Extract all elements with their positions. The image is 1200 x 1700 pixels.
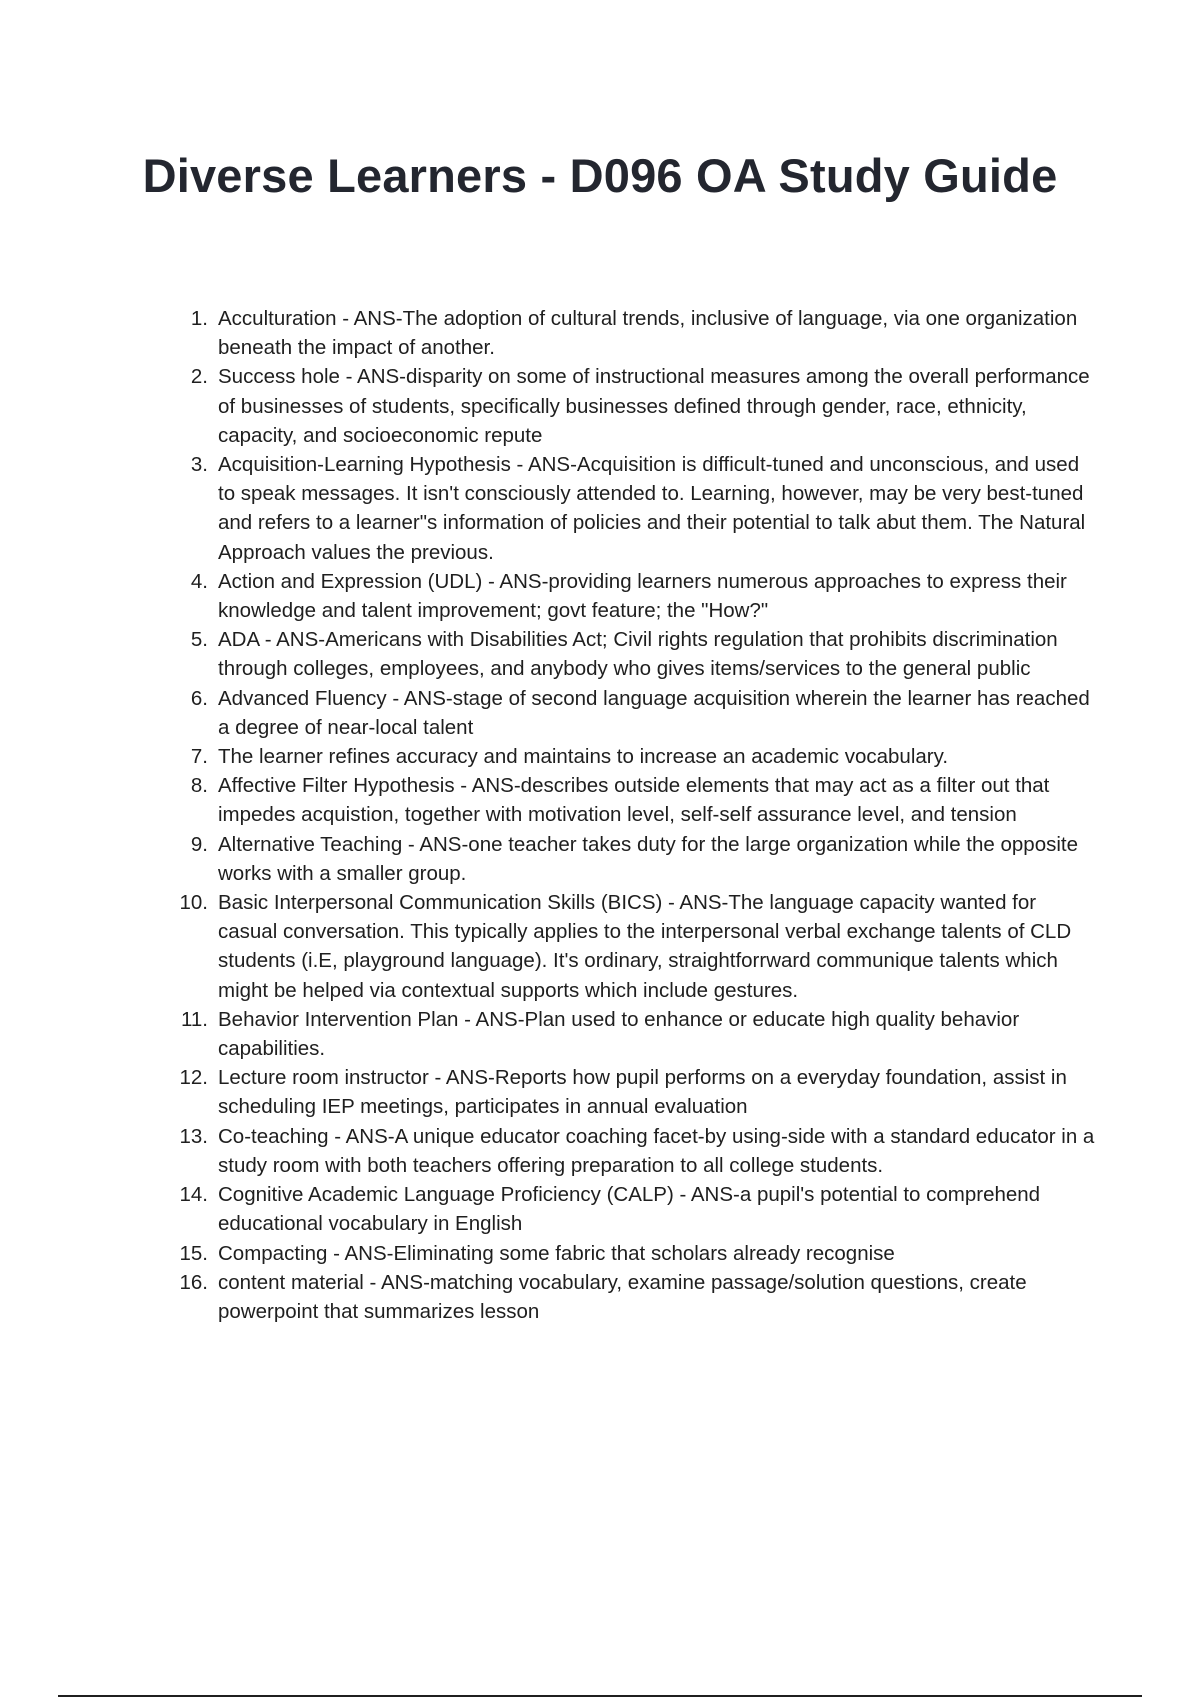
list-item-number: 12.: [179, 1066, 208, 1090]
list-item-text: Basic Interpersonal Communication Skills (BICS) - ANS-The language capacity wanted for casual conversation. This typically applies to the interpersonal verbal exchange talents of CLD students (i.E, playground language). It's ordinary, straightforrward communique talents which might be helped via contextual supports which include gestures.: [218, 891, 1072, 1002]
list-item: [178, 362, 1098, 450]
list-item-number: 2.: [190, 365, 208, 389]
list-item-number: 5.: [190, 628, 208, 652]
list-item-number: 15.: [179, 1241, 208, 1265]
list-item-number: 3.: [190, 453, 208, 477]
list-item: [178, 450, 1098, 567]
list-item: [178, 1180, 1098, 1238]
list-item-number: 1.: [190, 307, 208, 330]
study-guide-list: [178, 304, 1098, 1326]
list-item: [178, 304, 1098, 362]
list-item-text: Co-teaching - ANS-A unique educator coaching facet-by using-side with a standard educator in a study room with both teachers offering preparation to all college students.: [218, 1124, 1095, 1177]
list-item-text: Advanced Fluency - ANS-stage of second language acquisition wherein the learner has reached a degree of near-local talent: [218, 686, 1090, 739]
footer-divider: [58, 1695, 1142, 1697]
list-item-number: 10.: [179, 891, 208, 915]
list-item-number: 4.: [190, 569, 208, 593]
list-item-text: Action and Expression (UDL) - ANS-providing learners numerous approaches to express their knowledge and talent improvement; govt feature; the "How?": [218, 569, 1067, 623]
list-item-number: 6.: [190, 686, 208, 710]
list-item: [178, 1268, 1098, 1326]
list-item-text: Behavior Intervention Plan - ANS-Plan used to enhance or educate high quality behavior capabilities.: [218, 1007, 1020, 1061]
list-item: [178, 830, 1098, 888]
list-item-number: 9.: [190, 832, 208, 856]
list-item-text: Lecture room instructor - ANS-Reports how pupil performs on a everyday foundation, assist in scheduling IEP meetings, participates in annual evaluation: [218, 1066, 1067, 1119]
page-title: Diverse Learners - D096 OA Study Guide: [142, 149, 1058, 202]
list-item-text: ADA - ANS-Americans with Disabilities Act; Civil rights regulation that prohibits discrimination through colleges, employees, and anybody who gives items/services to the general public: [218, 628, 1058, 681]
list-item: [178, 684, 1098, 742]
list-item: [178, 1005, 1098, 1063]
list-item: [178, 567, 1098, 625]
list-item-number: 7.: [190, 745, 208, 769]
list-item-text: Compacting - ANS-Eliminating some fabric that scholars already recognise: [218, 1241, 895, 1265]
list-item: [178, 1122, 1098, 1180]
list-item-text: Affective Filter Hypothesis - ANS-describes outside elements that may act as a filter out that impedes acquistion, together with motivation level, self-self assurance level, and tension: [218, 774, 1050, 827]
list-item: [178, 888, 1098, 1005]
list-item-number: 14.: [179, 1183, 208, 1207]
list-item-text: content material - ANS-matching vocabulary, examine passage/solution questions, create powerpoint that summarizes lesson: [218, 1270, 1027, 1323]
list-item-number: 11.: [181, 1007, 208, 1031]
list-item: [178, 771, 1098, 829]
list-item-text: Acculturation - ANS-The adoption of cultural trends, inclusive of language, via one organization beneath the impact of another.: [218, 307, 1078, 360]
list-item: [178, 742, 1098, 771]
list-item-number: 8.: [190, 774, 208, 798]
list-item-text: Acquisition-Learning Hypothesis - ANS-Acquisition is difficult-tuned and unconscious, and used to speak messages. It isn't consciously attended to. Learning, however, may be very best-tuned and refers to a learner"s information of policies and their potential to talk abut them. The Natural Approach values the previous.: [218, 453, 1086, 564]
list-item: [178, 1239, 1098, 1268]
list-item-text: The learner refines accuracy and maintains to increase an academic vocabulary.: [218, 745, 949, 769]
list-item-number: 16.: [179, 1270, 208, 1294]
list-item-text: Alternative Teaching - ANS-one teacher takes duty for the large organization while the opposite works with a smaller group.: [218, 832, 1078, 885]
list-item: [178, 1063, 1098, 1121]
list-item-text: Success hole - ANS-disparity on some of instructional measures among the overall performance of businesses of students, specifically businesses defined through gender, race, ethnicity, capacity, and socioeconomic repute: [218, 365, 1090, 447]
list-item-number: 13.: [179, 1124, 208, 1148]
list-item: [178, 625, 1098, 683]
list-item-text: Cognitive Academic Language Proficiency (CALP) - ANS-a pupil's potential to comprehend educational vocabulary in English: [218, 1183, 1041, 1236]
